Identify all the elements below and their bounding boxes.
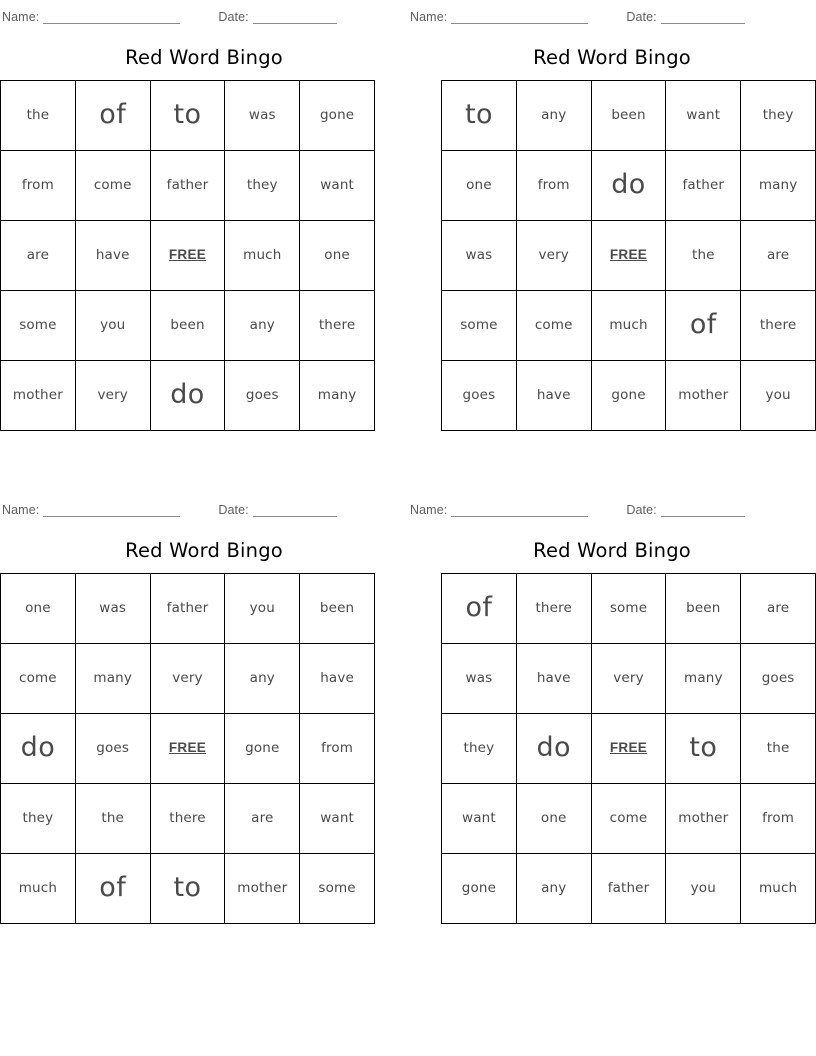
bingo-row	[442, 574, 816, 644]
bingo-grid-wrap	[408, 80, 816, 431]
bingo-cell[interactable]: of	[75, 854, 150, 924]
bingo-cell[interactable]: some	[442, 291, 517, 361]
bingo-card-2	[408, 0, 816, 431]
bingo-row	[1, 291, 375, 361]
name-label: Name:	[410, 503, 448, 517]
bingo-cell[interactable]: of	[442, 574, 517, 644]
bingo-row	[1, 361, 375, 431]
bingo-cell[interactable]: have	[300, 644, 375, 714]
bingo-cell[interactable]: of	[666, 291, 741, 361]
bingo-row	[1, 644, 375, 714]
bingo-grid	[0, 573, 375, 924]
bingo-cell[interactable]: are	[1, 221, 76, 291]
bingo-row	[442, 81, 816, 151]
bingo-cell[interactable]: want	[300, 784, 375, 854]
bingo-cell[interactable]: much	[741, 854, 816, 924]
bingo-row	[1, 151, 375, 221]
bingo-cell[interactable]: there	[300, 291, 375, 361]
bingo-row	[442, 151, 816, 221]
bingo-cell[interactable]: mother	[666, 784, 741, 854]
name-date-header	[408, 0, 816, 24]
bingo-cell[interactable]: you	[741, 361, 816, 431]
bingo-cell[interactable]: you	[666, 854, 741, 924]
bingo-cell[interactable]: the	[741, 714, 816, 784]
bingo-cell[interactable]: one	[1, 574, 76, 644]
bingo-cell[interactable]: been	[300, 574, 375, 644]
bingo-free-cell[interactable]: FREE	[150, 714, 225, 784]
bingo-cell[interactable]: are	[225, 784, 300, 854]
date-write-line[interactable]	[661, 11, 745, 24]
bingo-row	[1, 574, 375, 644]
bingo-cell[interactable]: goes	[225, 361, 300, 431]
bingo-cell[interactable]: want	[442, 784, 517, 854]
bingo-cell[interactable]: from	[741, 784, 816, 854]
bingo-free-cell[interactable]: FREE	[591, 221, 666, 291]
bingo-cell[interactable]: come	[591, 784, 666, 854]
bingo-cell[interactable]: gone	[442, 854, 517, 924]
bingo-cell[interactable]: they	[741, 81, 816, 151]
date-write-line[interactable]	[253, 504, 337, 517]
bingo-grid-wrap	[408, 573, 816, 924]
bingo-cell[interactable]: some	[1, 291, 76, 361]
bingo-cell[interactable]: very	[591, 644, 666, 714]
bingo-row	[1, 854, 375, 924]
name-label: Name:	[410, 10, 448, 24]
bingo-row	[442, 854, 816, 924]
bingo-row	[442, 644, 816, 714]
bingo-cell[interactable]: want	[300, 151, 375, 221]
bingo-grid	[441, 573, 816, 924]
bingo-cell[interactable]: to	[150, 854, 225, 924]
bingo-row	[442, 221, 816, 291]
bingo-cell[interactable]: been	[666, 574, 741, 644]
bingo-cell[interactable]: there	[150, 784, 225, 854]
bingo-cell[interactable]: they	[1, 784, 76, 854]
bingo-cell[interactable]: gone	[300, 81, 375, 151]
bingo-cell[interactable]: much	[225, 221, 300, 291]
bingo-grid-wrap	[0, 80, 408, 431]
bingo-row	[1, 784, 375, 854]
bingo-row	[442, 361, 816, 431]
bingo-grid-wrap	[0, 573, 408, 924]
bingo-cell[interactable]: father	[666, 151, 741, 221]
bingo-cell[interactable]: from	[300, 714, 375, 784]
card-row-top	[0, 0, 816, 431]
bingo-cell[interactable]: goes	[442, 361, 517, 431]
bingo-row	[442, 291, 816, 361]
name-label: Name:	[2, 10, 40, 24]
bingo-cell[interactable]: to	[150, 81, 225, 151]
bingo-cell[interactable]: from	[516, 151, 591, 221]
bingo-cell[interactable]: do	[1, 714, 76, 784]
date-label: Date:	[218, 503, 249, 517]
name-label: Name:	[2, 503, 40, 517]
bingo-free-cell[interactable]: FREE	[591, 714, 666, 784]
bingo-cell[interactable]: any	[225, 291, 300, 361]
bingo-cell[interactable]: to	[442, 81, 517, 151]
bingo-free-cell[interactable]: FREE	[150, 221, 225, 291]
bingo-cell[interactable]: was	[225, 81, 300, 151]
bingo-cell[interactable]: goes	[75, 714, 150, 784]
bingo-card-1	[0, 0, 408, 431]
bingo-cell[interactable]: one	[442, 151, 517, 221]
bingo-cell[interactable]: much	[591, 291, 666, 361]
card-title: Red Word Bingo	[125, 46, 283, 69]
card-row-bottom	[0, 431, 816, 924]
bingo-cell[interactable]: mother	[666, 361, 741, 431]
bingo-cell[interactable]: you	[225, 574, 300, 644]
bingo-cell[interactable]: the	[666, 221, 741, 291]
bingo-row	[1, 221, 375, 291]
bingo-cell[interactable]: many	[741, 151, 816, 221]
card-title: Red Word Bingo	[533, 539, 691, 562]
bingo-cell[interactable]: gone	[591, 361, 666, 431]
bingo-cell[interactable]: they	[442, 714, 517, 784]
bingo-cell[interactable]: many	[666, 644, 741, 714]
bingo-cell[interactable]: goes	[741, 644, 816, 714]
bingo-cell[interactable]: any	[225, 644, 300, 714]
bingo-cell[interactable]: they	[225, 151, 300, 221]
bingo-row	[442, 784, 816, 854]
bingo-cell[interactable]: many	[75, 644, 150, 714]
name-write-line[interactable]	[451, 504, 588, 517]
bingo-cell[interactable]: father	[150, 151, 225, 221]
bingo-cell[interactable]: want	[666, 81, 741, 151]
bingo-cell[interactable]: you	[75, 291, 150, 361]
bingo-cell[interactable]: been	[591, 81, 666, 151]
name-date-header	[0, 0, 408, 24]
bingo-cell[interactable]: was	[75, 574, 150, 644]
bingo-cell[interactable]: been	[150, 291, 225, 361]
name-date-header	[0, 493, 408, 517]
bingo-cell[interactable]: come	[516, 291, 591, 361]
bingo-cell[interactable]: come	[1, 644, 76, 714]
bingo-cell[interactable]: much	[1, 854, 76, 924]
bingo-cell[interactable]: very	[150, 644, 225, 714]
name-date-header	[408, 493, 816, 517]
name-write-line[interactable]	[43, 11, 180, 24]
bingo-cell[interactable]: to	[666, 714, 741, 784]
bingo-cell[interactable]: come	[75, 151, 150, 221]
date-write-line[interactable]	[661, 504, 745, 517]
bingo-cell[interactable]: the	[75, 784, 150, 854]
bingo-row	[442, 714, 816, 784]
name-write-line[interactable]	[451, 11, 588, 24]
bingo-cell[interactable]: have	[516, 361, 591, 431]
bingo-cell[interactable]: gone	[225, 714, 300, 784]
bingo-cell[interactable]: do	[516, 714, 591, 784]
bingo-cell[interactable]: are	[741, 221, 816, 291]
card-title: Red Word Bingo	[533, 46, 691, 69]
bingo-cell[interactable]: from	[1, 151, 76, 221]
bingo-cell[interactable]: do	[150, 361, 225, 431]
bingo-card-3	[0, 493, 408, 924]
bingo-cell[interactable]: was	[442, 221, 517, 291]
bingo-cell[interactable]: do	[591, 151, 666, 221]
bingo-cell[interactable]: any	[516, 81, 591, 151]
bingo-grid	[441, 80, 816, 431]
bingo-row	[1, 714, 375, 784]
bingo-cell[interactable]: any	[516, 854, 591, 924]
bingo-cell[interactable]: there	[741, 291, 816, 361]
bingo-cell[interactable]: mother	[1, 361, 76, 431]
bingo-cell[interactable]: are	[741, 574, 816, 644]
date-label: Date:	[626, 503, 657, 517]
bingo-cell[interactable]: there	[516, 574, 591, 644]
bingo-cell[interactable]: the	[1, 81, 76, 151]
bingo-cell[interactable]: father	[591, 854, 666, 924]
bingo-card-4	[408, 493, 816, 924]
bingo-cell[interactable]: father	[150, 574, 225, 644]
bingo-cell[interactable]: very	[516, 221, 591, 291]
bingo-cell[interactable]: one	[300, 221, 375, 291]
bingo-row	[1, 81, 375, 151]
bingo-cell[interactable]: very	[75, 361, 150, 431]
date-label: Date:	[626, 10, 657, 24]
bingo-cell[interactable]: mother	[225, 854, 300, 924]
bingo-cell[interactable]: of	[75, 81, 150, 151]
bingo-grid	[0, 80, 375, 431]
name-write-line[interactable]	[43, 504, 180, 517]
bingo-cell[interactable]: some	[591, 574, 666, 644]
bingo-cell[interactable]: have	[516, 644, 591, 714]
date-label: Date:	[218, 10, 249, 24]
bingo-cell[interactable]: have	[75, 221, 150, 291]
bingo-cell[interactable]: one	[516, 784, 591, 854]
bingo-cell[interactable]: many	[300, 361, 375, 431]
card-title: Red Word Bingo	[125, 539, 283, 562]
bingo-cell[interactable]: was	[442, 644, 517, 714]
date-write-line[interactable]	[253, 11, 337, 24]
bingo-cell[interactable]: some	[300, 854, 375, 924]
